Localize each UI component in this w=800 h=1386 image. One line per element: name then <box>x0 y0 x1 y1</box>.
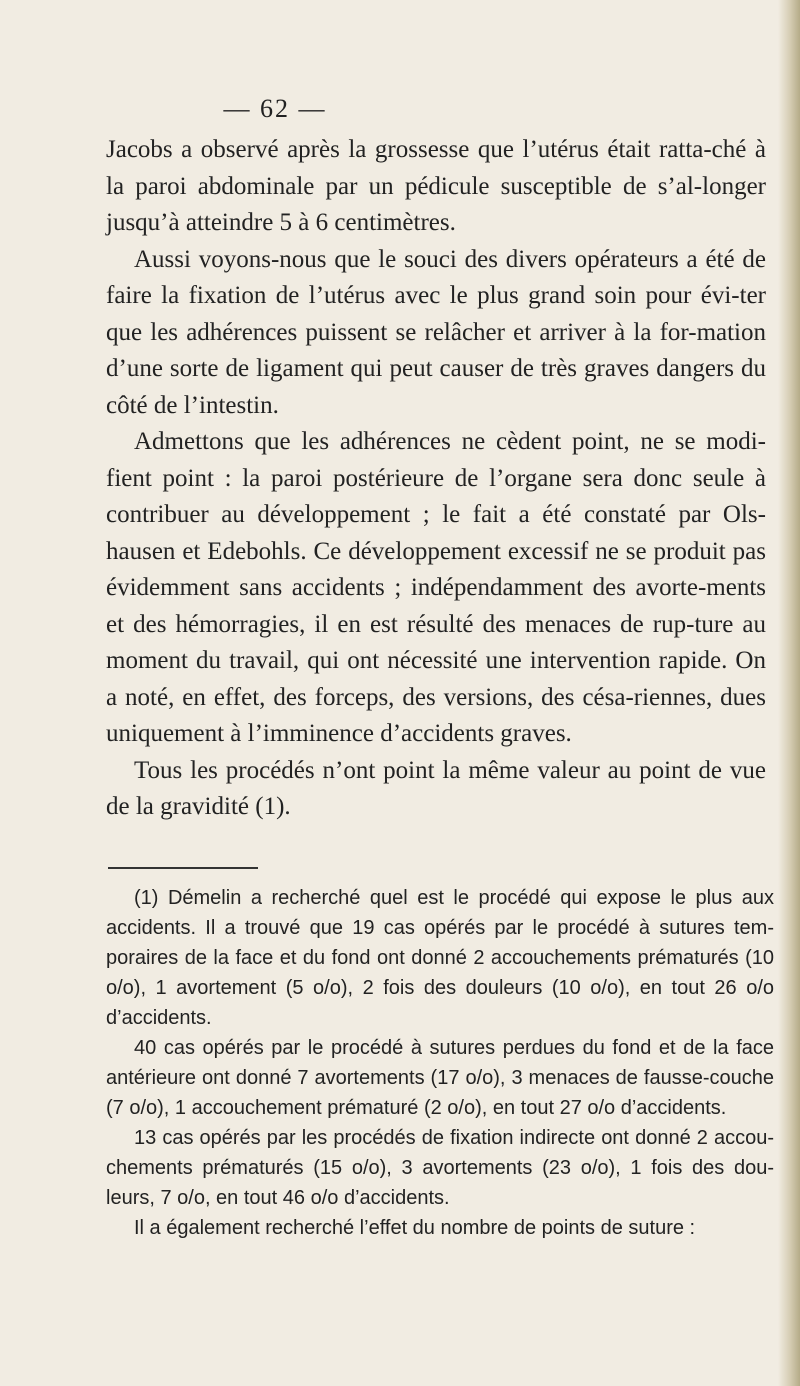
page-number: — 62 — <box>223 94 327 123</box>
footnote-40-cas: 40 cas opérés par le procédé à sutures perdues du fond et de la face antérieure ont donné 7 avortements (17 o/o), 3 menaces de fausse-couche (7 o/o), 1 accouchement prématuré (2 o/o), en tout 27 o/o d’accidents. <box>106 1037 774 1119</box>
page-edge-shadow <box>778 0 800 1386</box>
paragraph-admettons: Admettons que les adhérences ne cèdent point, ne se modi-fient point : la paroi postérieure de l’organe sera donc seule à contribuer au développement ; le fait a été constaté par Ols-hausen et Edebohls. Ce développement excessif ne se produit pas évidemment sans accidents ; indépendamment des avorte-ments et des hémorragies, il en est résulté des menaces de rup-ture au moment du travail, qui ont nécessité une intervention rapide. On a noté, en effet, des forceps, des versions, des césa-riennes, dues uniquement à l’imminence d’accidents graves. <box>106 428 766 747</box>
paragraph-jacobs: Jacobs a observé après la grossesse que l’utérus était ratta-ché à la paroi abdominale par un pédicule susceptible de s’al-longer jusqu’à atteindre 5 à 6 centimètres. <box>106 136 766 236</box>
footnote-nombre-points: Il a également recherché l’effet du nombre de points de suture : <box>134 1217 696 1239</box>
footnotes <box>106 883 774 1243</box>
paragraph-tous-les-procedes: Tous les procédés n’ont point la même valeur au point de vue de la gravidité (1). <box>106 756 766 820</box>
main-text <box>106 132 766 826</box>
footnote-separator <box>108 867 258 869</box>
footnote-13-cas: 13 cas opérés par les procédés de fixation indirecte ont donné 2 accou-chements prématurés (15 o/o), 3 avortements (23 o/o), 1 fois des dou-leurs, 7 o/o, en tout 46 o/o d’accidents. <box>106 1127 774 1209</box>
paragraph-aussi: Aussi voyons-nous que le souci des divers opérateurs a été de faire la fixation de l’utérus avec le plus grand soin pour évi-ter que les adhérences puissent se relâcher et arriver à la for-mation d’une sorte de ligament qui peut causer de très graves dangers du côté de l’intestin. <box>106 245 766 419</box>
footnote-demelin: (1) Démelin a recherché quel est le procédé qui expose le plus aux accidents. Il a trouvé que 19 cas opérés par le procédé à sutures tem-poraires de la face et du fond ont donné 2 accouchements prématurés (10 o/o), 1 avortement (5 o/o), 2 fois des douleurs (10 o/o), en tout 26 o/o d’accidents. <box>106 887 774 1029</box>
